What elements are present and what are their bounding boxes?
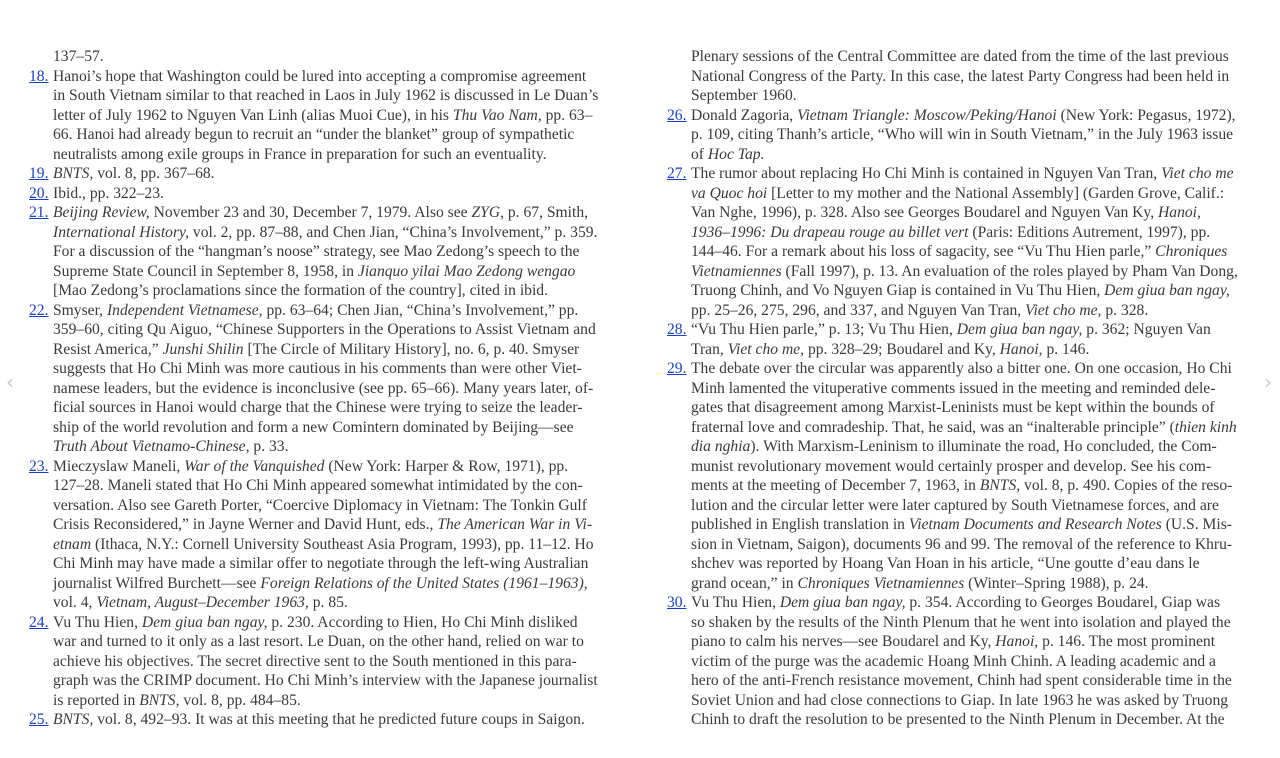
footnote	[29, 184, 629, 204]
footnote-line: BNTS, vol. 8, pp. 367–68.	[53, 165, 215, 182]
footnote-number-link[interactable]: 18.	[29, 67, 49, 85]
footnote-line: hero of the anti-French resistance movement, Chinh had spent considerable time in the	[691, 672, 1232, 689]
footnote-line: achieve his objectives. The secret directive sent to the South mentioned in this para-	[53, 652, 577, 670]
notes-column-left	[29, 47, 629, 730]
footnote	[29, 457, 629, 613]
footnote-line: Vietnamiennes (Fall 1997), p. 13. An evaluation of the roles played by Pham Van Dong,	[691, 262, 1238, 280]
previous-page-icon[interactable]: ‹	[6, 370, 14, 394]
footnote-line: in South Vietnam similar to that reached in Laos in July 1962 is discussed in Le Duan’s	[53, 87, 599, 104]
footnote-line: piano to calm his nerves—see Boudarel and Ky, Hanoi, p. 146. The most prominent	[691, 633, 1216, 650]
footnote-line: For a discussion of the “hangman’s noose” strategy, see Mao Zedong’s speech to the	[53, 243, 580, 260]
footnote-line: of Hoc Tap.	[691, 145, 765, 163]
footnote-line: Vu Thu Hien, Dem giua ban ngay, p. 230. According to Hien, Ho Chi Minh disliked	[53, 613, 578, 631]
footnote-line: ficial sources in Hanoi would charge that the Chinese were trying to seize the leader-	[53, 399, 583, 416]
footnote-line: versation. Also see Gareth Porter, “Coercive Diplomacy in Vietnam: The Tonkin Gulf	[53, 496, 587, 514]
footnote	[29, 47, 629, 67]
footnote-line: Van Nghe, 1996), p. 328. Also see Georges Boudarel and Nguyen Van Ky, Hanoi,	[691, 204, 1201, 221]
footnote-line: namese leaders, but the evidence is inconclusive (see pp. 65–66). Many years later, of-	[53, 379, 594, 397]
footnote-line: dia nghia). With Marxism-Leninism to illuminate the road, Ho concluded, the Com-	[691, 438, 1217, 455]
footnote-number-link[interactable]: 30.	[667, 594, 687, 611]
footnote-line: Hanoi’s hope that Washington could be lured into accepting a compromise agreement	[53, 67, 587, 85]
footnote-line: 137–57.	[53, 48, 104, 65]
footnote-line: 144–46. For a remark about his loss of sagacity, see “Vu Thu Hien parle,” Chroniques	[691, 243, 1228, 260]
footnote	[667, 164, 1267, 320]
footnote-number-link[interactable]: 27.	[667, 165, 687, 182]
footnote-line: victim of the purge was the academic Hoang Minh Chinh. A leading academic and a	[691, 652, 1216, 670]
footnote-line: published in English translation in Vietnam Documents and Research Notes (U.S. Mis-	[691, 516, 1232, 533]
footnote-line: letter of July 1962 to Nguyen Van Linh (alias Muoi Cue), in his Thu Vao Nam, pp. 63–	[53, 106, 593, 124]
footnote	[667, 593, 1267, 730]
footnote-line: ship of the world revolution and form a new Comintern dominated by Beijing—see	[53, 418, 574, 436]
footnote-line: Truth About Vietnamo-Chinese, p. 33.	[53, 438, 289, 455]
footnote-line: BNTS, vol. 8, 492–93. It was at this meeting that he predicted future coups in Saigon.	[53, 711, 585, 728]
footnote-line: Smyser, Independent Vietnamese, pp. 63–64; Chen Jian, “China’s Involvement,” pp.	[53, 301, 579, 319]
footnote-line: Tran, Viet cho me, pp. 328–29; Boudarel and Ky, Hanoi, p. 146.	[691, 340, 1090, 358]
footnote-line: [Mao Zedong’s proclamations since the formation of the country], cited in ibid.	[53, 282, 548, 299]
footnote-line: International History, vol. 2, pp. 87–88, and Chen Jian, “China’s Involvement,” p. 359.	[53, 223, 598, 241]
footnote-line: 66. Hanoi had already begun to recruit an “under the blanket” group of sympathetic	[53, 126, 575, 143]
footnote-number-link[interactable]: 24.	[29, 613, 49, 631]
footnote-line: ments at the meeting of December 7, 1963, in BNTS, vol. 8, p. 490. Copies of the reso-	[691, 477, 1233, 494]
footnote-line: journalist Wilfred Burchett—see Foreign Relations of the United States (1961–1963),	[53, 574, 588, 592]
next-page-icon[interactable]: ›	[1264, 370, 1272, 394]
footnote	[667, 320, 1267, 359]
footnote-line: Soviet Union and had close connections to Giap. In late 1963 he was asked by Truong	[691, 691, 1229, 709]
notes-column-right	[667, 47, 1267, 730]
footnote-number-link[interactable]: 25.	[29, 711, 49, 728]
footnote-line: graph was the CRIMP document. Ho Chi Minh’s interview with the Japanese journalist	[53, 672, 598, 689]
footnote-line: National Congress of the Party. In this case, the latest Party Congress had been held in	[691, 67, 1230, 85]
footnote-line: vol. 4, Vietnam, August–December 1963, p. 85.	[53, 594, 348, 611]
footnote-number-link[interactable]: 26.	[667, 106, 687, 124]
footnote-line: 127–28. Maneli stated that Ho Chi Minh appeared somewhat intimidated by the con-	[53, 477, 583, 494]
footnote-line: etnam (Ithaca, N.Y.: Cornell University Southeast Asia Program, 1993), pp. 11–12. Ho	[53, 535, 594, 553]
footnote	[29, 67, 629, 165]
footnote	[667, 47, 1267, 106]
footnote-line: Mieczyslaw Maneli, War of the Vanquished (New York: Harper & Row, 1971), pp.	[53, 457, 569, 475]
footnote-line: Crisis Reconsidered,” in Jayne Werner and David Hunt, eds., The American War in Vi-	[53, 516, 593, 533]
footnote-line: fraternal love and comradeship. That, he said, was an “inalterable principle” (thien kinh	[691, 418, 1237, 436]
footnote-line: p. 109, citing Thanh’s article, “Who will win in South Vietnam,” in the July 1963 issue	[691, 126, 1234, 143]
footnote-line: pp. 25–26, 275, 296, and 337, and Nguyen Van Tran, Viet cho me, p. 328.	[691, 301, 1149, 319]
footnote	[29, 301, 629, 457]
footnote-number-link[interactable]: 23.	[29, 457, 49, 475]
footnote-line: grand ocean,” in Chroniques Vietnamiennes (Winter–Spring 1988), p. 24.	[691, 574, 1149, 592]
footnote-line: munist revolutionary movement would certainly prosper and develop. See his com-	[691, 457, 1212, 475]
footnote-line: so shaken by the results of the Ninth Plenum that he went into isolation and played the	[691, 613, 1231, 631]
footnote-line: war and turned to it only as a last resort. Le Duan, on the other hand, relied on war to	[53, 633, 584, 650]
footnote	[29, 164, 629, 184]
footnote-line: “Vu Thu Hien parle,” p. 13; Vu Thu Hien, Dem giua ban ngay, p. 362; Nguyen Van	[691, 321, 1211, 338]
footnote-line: shchev was reported by Hoang Van Hoan in his article, “Une goutte d’eau dans le	[691, 555, 1200, 572]
footnote-line: The rumor about replacing Ho Chi Minh is contained in Nguyen Van Tran, Viet cho me	[691, 165, 1234, 182]
footnote-line: 1936–1996: Du drapeau rouge au billet vert (Paris: Editions Autrement, 1997), pp.	[691, 223, 1211, 241]
footnote-line: sion in Vietnam, Saigon), documents 96 and 99. The removal of the reference to Khru-	[691, 535, 1233, 553]
footnote-line: Supreme State Council in September 8, 1958, in Jianquo yilai Mao Zedong wengao	[53, 262, 576, 280]
footnote-line: Plenary sessions of the Central Committee are dated from the time of the last previous	[691, 48, 1229, 65]
footnote	[29, 203, 629, 301]
footnote-line: Chi Minh may have made a similar offer to negotiate through the left-wing Australian	[53, 555, 589, 572]
footnote-line: The debate over the circular was apparently also a bitter one. On one occasion, Ho Chi	[691, 360, 1232, 377]
footnote-line: September 1960.	[691, 87, 797, 104]
footnote	[29, 710, 629, 730]
footnote	[29, 613, 629, 711]
footnote-line: Resist America,” Junshi Shilin [The Circle of Military History], no. 6, p. 40. Smyser	[53, 340, 580, 358]
footnote-line: va Quoc hoi [Letter to my mother and the National Assembly] (Garden Grove, Calif.:	[691, 184, 1225, 202]
footnote-number-link[interactable]: 28.	[667, 321, 687, 338]
footnote-line: Vu Thu Hien, Dem giua ban ngay, p. 354. According to Georges Boudarel, Giap was	[691, 594, 1221, 611]
footnote-number-link[interactable]: 20.	[29, 184, 49, 202]
footnote-number-link[interactable]: 21.	[29, 204, 49, 221]
footnote-line: suggests that Ho Chi Minh was more cautious in his comments than were other Viet-	[53, 360, 582, 377]
footnote	[667, 106, 1267, 165]
footnote-line: Minh lamented the vituperative comments issued in the meeting and reminded dele-	[691, 379, 1216, 397]
footnote-line: Beijing Review, November 23 and 30, December 7, 1979. Also see ZYG, p. 67, Smith,	[53, 204, 589, 221]
footnote-line: 359–60, citing Qu Aiguo, “Chinese Supporters in the Operations to Assist Vietnam and	[53, 321, 596, 338]
footnote-line: is reported in BNTS, vol. 8, pp. 484–85.	[53, 691, 301, 709]
footnote-line: gates that disagreement among Marxist-Leninists must be kept within the bounds of	[691, 399, 1215, 416]
footnote-number-link[interactable]: 19.	[29, 165, 49, 182]
footnote-line: Ibid., pp. 322–23.	[53, 184, 164, 202]
footnote-line: Chinh to draft the resolution to be presented to the Ninth Plenum in December. At the	[691, 711, 1225, 728]
footnote-line: neutralists among exile groups in France in preparation for such an eventuality.	[53, 145, 547, 163]
footnote-line: Truong Chinh, and Vo Nguyen Giap is contained in Vu Thu Hien, Dem giua ban ngay,	[691, 282, 1230, 299]
footnote	[667, 359, 1267, 593]
footnote-line: Donald Zagoria, Vietnam Triangle: Moscow/Peking/Hanoi (New York: Pegasus, 1972),	[691, 106, 1236, 124]
footnote-number-link[interactable]: 22.	[29, 301, 49, 319]
footnote-line: lution and the circular letter were later captured by South Vietnamese forces, and are	[691, 496, 1219, 514]
footnote-number-link[interactable]: 29.	[667, 360, 687, 377]
